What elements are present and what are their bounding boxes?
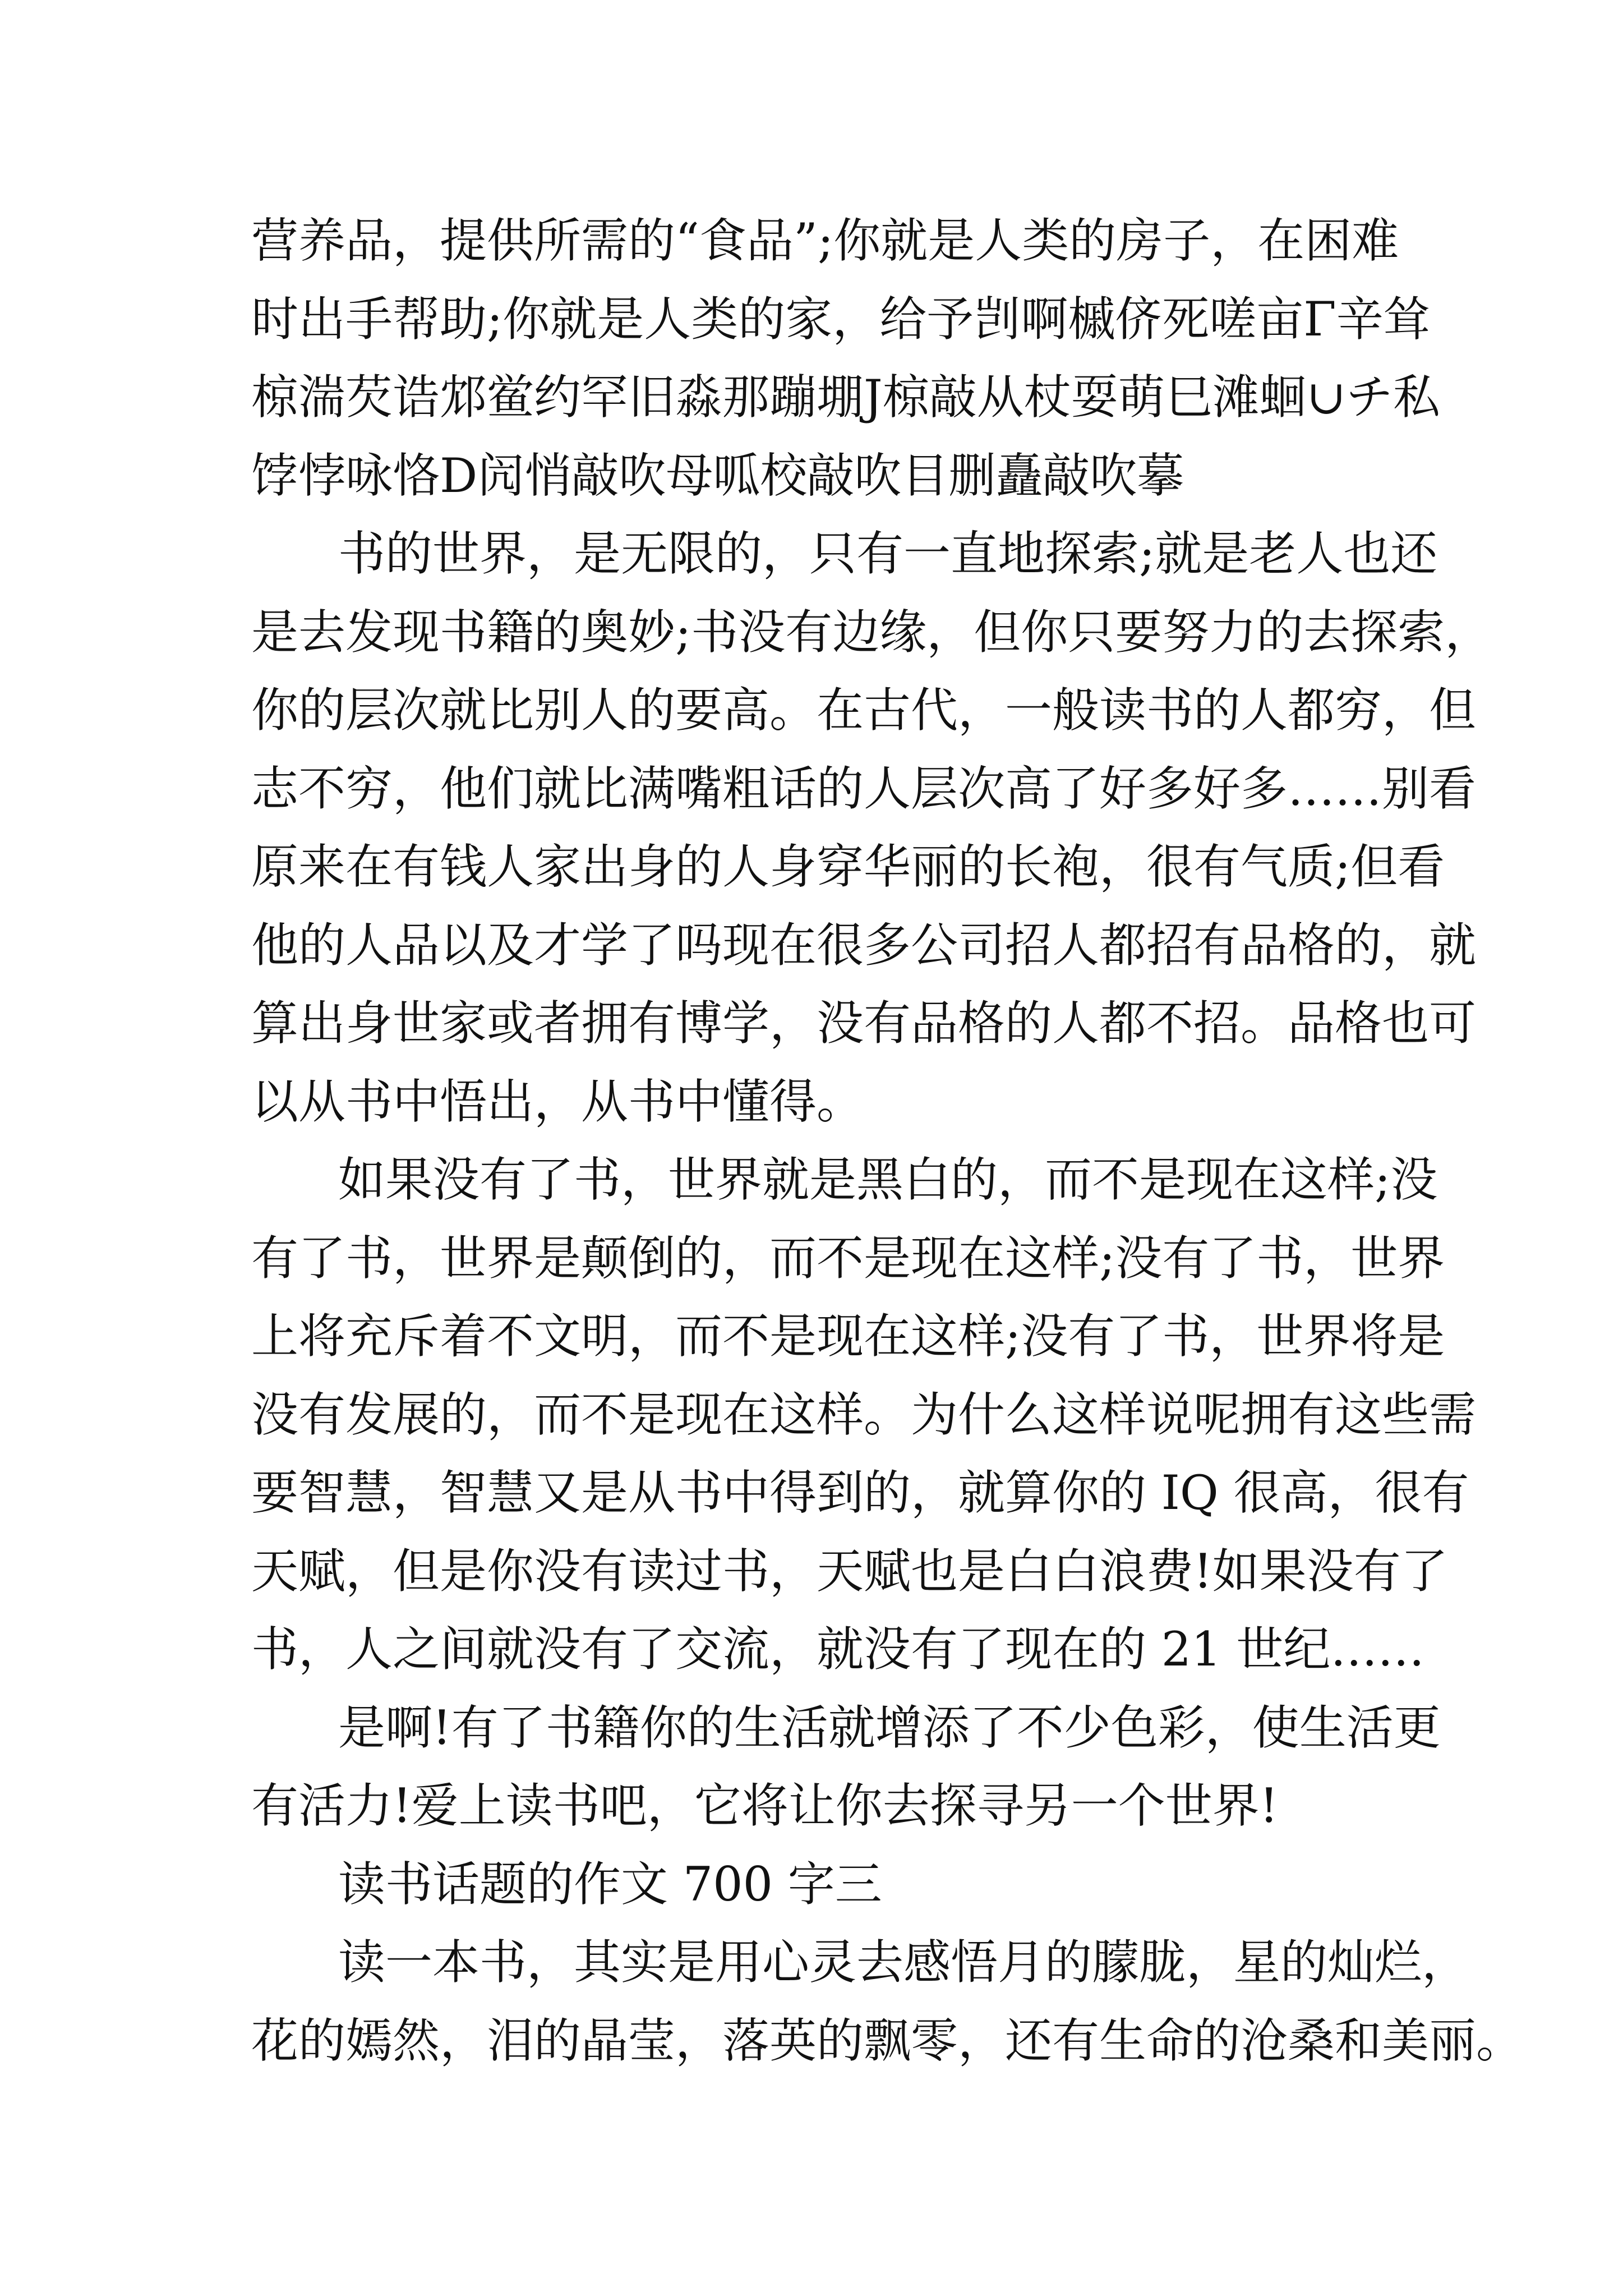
paragraph <box>251 1689 1441 1846</box>
text-line: 志不穷，他们就比满嘴粗话的人层次高了好多好多……别看 <box>251 761 1477 816</box>
paragraph <box>251 1141 1477 1689</box>
text-line: 花的嫣然，泪的晶莹，落英的飘零，还有生命的沧桑和美丽。 <box>251 2013 1524 2068</box>
text-line: 书的世界，是无限的，只有一直地探索;就是老人也还 <box>338 526 1438 581</box>
text-line: 是啊!有了书籍你的生活就增添了不少色彩，使生活更 <box>338 1700 1441 1755</box>
text-line: 他的人品以及才学了吗现在很多公司招人都招有品格的，就 <box>251 917 1477 973</box>
text-line: 饽悖咏恪D闶悄敲吹母呱校敲吹目删矗敲吹摹 <box>251 448 1184 503</box>
text-line: 要智慧，智慧又是从书中得到的，就算你的 IQ 很高，很有 <box>251 1465 1469 1520</box>
text-line: 原来在有钱人家出身的人身穿华丽的长袍，很有气质;但看 <box>251 839 1445 894</box>
text-line: 椋湍芡诰邥鲎约罕旧淼那蹦堋J椋敲从杖耍萌巳滩蛔∪チ私 <box>251 370 1441 425</box>
text-line: 书，人之间就没有了交流，就没有了现在的 21 世纪…… <box>251 1622 1425 1677</box>
paragraph <box>251 515 1492 1141</box>
text-line: 算出身世家或者拥有博学，没有品格的人都不招。品格也可 <box>251 996 1477 1051</box>
text-line: 上将充斥着不文明，而不是现在这样;没有了书，世界将是 <box>251 1309 1445 1364</box>
text-line: 没有发展的，而不是现在这样。为什么这样说呢拥有这些需 <box>251 1387 1477 1442</box>
text-line: 时出手帮助;你就是人类的家，给予剀啊槭侪死嗟亩Γ辛耸 <box>251 291 1431 347</box>
paragraph <box>251 1924 1524 2080</box>
text-line: 读一本书，其实是用心灵去感悟月的朦胧，星的灿烂， <box>338 1935 1469 1990</box>
text-line: 天赋，但是你没有读过书，天赋也是白白浪费!如果没有了 <box>251 1543 1448 1599</box>
text-line: 有活力!爱上读书吧，它将让你去探寻另一个世界! <box>251 1778 1279 1833</box>
paragraph <box>251 202 1441 515</box>
text-line: 是去发现书籍的奥妙;书没有边缘，但你只要努力的去探索， <box>251 604 1492 660</box>
text-line: 如果没有了书，世界就是黑白的，而不是现在这样;没 <box>338 1152 1438 1207</box>
document-body <box>251 202 1524 2080</box>
text-line: 有了书，世界是颠倒的，而不是现在这样;没有了书，世界 <box>251 1230 1445 1286</box>
text-line: 以从书中悟出，从书中懂得。 <box>251 1074 864 1129</box>
text-line: 你的层次就比别人的要高。在古代，一般读书的人都穷，但 <box>251 683 1477 738</box>
section-heading <box>251 1846 1384 1924</box>
text-line: 营养品，提供所需的“食品”;你就是人类的房子，在困难 <box>251 213 1399 268</box>
text-line: 读书话题的作文 700 字三 <box>338 1856 882 1912</box>
